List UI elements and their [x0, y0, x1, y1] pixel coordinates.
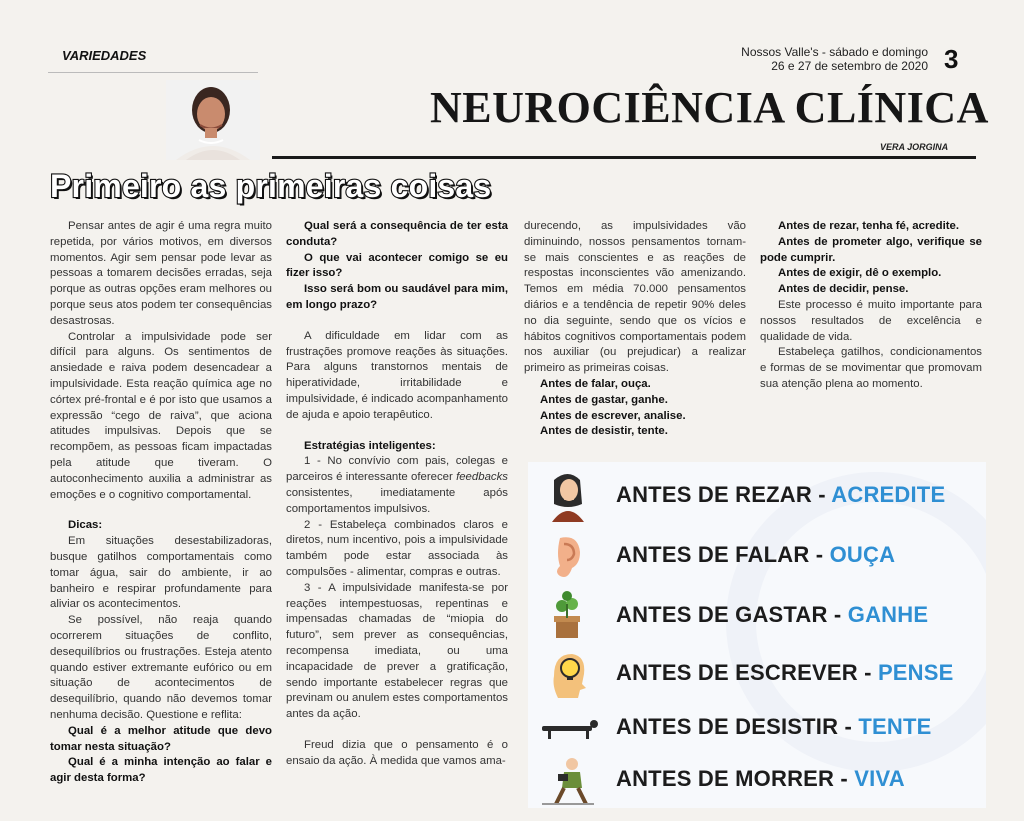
- infographic-label: [616, 542, 895, 568]
- strategy-1-text-end: consistentes, imediatamente após comportamentos impulsivos.: [286, 486, 508, 515]
- infographic-row: [528, 648, 986, 700]
- section-divider: [48, 72, 258, 73]
- article-title: Primeiro as primeiras coisas: [50, 168, 492, 204]
- maxim: Antes de rezar, tenha fé, acredite.: [778, 220, 960, 232]
- infographic-value: GANHE: [847, 602, 929, 627]
- maxim: Antes de gastar, ganhe.: [540, 393, 668, 406]
- text-column-1: [50, 219, 272, 787]
- infographic-row: [528, 702, 986, 754]
- text-column-3: [524, 219, 746, 440]
- paragraph: 2 - Estabeleça combinados claros e diretos, num incentivo, pois a impulsividade também pode estar associada às compulsões - alimentar, compras e outras.: [286, 518, 508, 578]
- thinking-head-icon: [538, 648, 598, 700]
- photographer-icon: [538, 754, 598, 806]
- infographic-row: [528, 470, 986, 522]
- question: Qual é a melhor atitude que devo tomar nesta situação?: [50, 724, 272, 753]
- infographic-row: [528, 530, 986, 582]
- text-column-2: [286, 219, 508, 770]
- paragraph: Se possível, não reaja quando ocorrerem situações de conflito, desequilíbrios ou frustrações. Esteja atento quando estiver extremante eufórico ou em situação de acontecimentos de desequilíbrio, quando não devemos tomar nenhuma decisão. Questione e reflita:: [50, 614, 272, 721]
- infographic-value: PENSE: [877, 660, 954, 685]
- author-photo: [166, 80, 260, 160]
- issue-info: [680, 45, 928, 73]
- maxim: Antes de exigir, dê o exemplo.: [778, 267, 942, 280]
- issue-line-2: 26 e 27 de setembro de 2020: [771, 59, 928, 73]
- issue-line-1: Nossos Valle's - sábado e domingo: [741, 45, 928, 59]
- question: Qual será a consequência de ter esta conduta?: [286, 220, 508, 248]
- maxim: Antes de escrever, analise.: [540, 409, 686, 422]
- paragraph: Estabeleça gatilhos, condicionamentos e formas de se movimentar que promovam sua atenção plena ao momento.: [760, 346, 982, 390]
- strategy-1-emphasis: feedbacks: [456, 471, 508, 484]
- infographic-label: [616, 602, 928, 628]
- maxim: Antes de decidir, pense.: [778, 283, 909, 296]
- infographic: [528, 462, 986, 808]
- infographic-label: [616, 660, 954, 686]
- strategy-1-text: 1 - No convívio com pais, colegas e parceiros é interessante oferecer: [286, 455, 508, 484]
- infographic-label: [616, 482, 945, 508]
- tips-heading: Dicas:: [68, 519, 103, 532]
- question: O que vai acontecer comigo se eu fizer isso?: [286, 251, 508, 280]
- infographic-row: [528, 590, 986, 642]
- infographic-label: [616, 714, 931, 740]
- infographic-label: [616, 766, 905, 792]
- paragraph: A dificuldade em lidar com as frustrações promove reações às situações. Para alguns transtornos mentais de hiperatividade, irritabilidade e impulsividade, é indicado acompanhamento de ajuda e apoio terapêutico.: [286, 329, 508, 421]
- paragraph: durecendo, as impulsividades vão diminuindo, nossos pensamentos tornam-se mais conscientes e as reações de respostas inconscientes vão amenizando. Temos em média 70.000 pensamentos diários e a tendência de repetir 90% deles no dia seguinte, sendo que os vícios e hábitos cognitivos comportamentais podem nos auxiliar (ou prejudicar) a realizar primeiro as primeiras coisas.: [524, 220, 746, 375]
- infographic-key: ANTES DE REZAR -: [616, 482, 832, 507]
- strategies-heading: Estratégias inteligentes:: [304, 439, 436, 452]
- paragraph: Controlar a impulsividade pode ser difícil para alguns. Os sentimentos de ansiedade e raiva podem desencadear a impulsividade. Esta reação química age no córtex pré-frontal e é por isto que usamos a expressão “cego de raiva”, que aciona atitudes impulsivas. Depois que se recompõem, as pessoas ficam impactadas pela atitude que tiveram. O autoconhecimento auxilia a administrar as emoções e o cognitivo comportamental.: [50, 330, 272, 501]
- infographic-key: ANTES DE MORRER -: [616, 766, 855, 791]
- infographic-value: VIVA: [854, 766, 905, 791]
- plank-exercise-icon: [538, 702, 598, 754]
- infographic-key: ANTES DE ESCREVER -: [616, 660, 878, 685]
- question: Qual é a minha intenção ao falar e agir desta forma?: [50, 756, 272, 785]
- infographic-key: ANTES DE GASTAR -: [616, 602, 848, 627]
- infographic-value: OUÇA: [829, 542, 896, 567]
- paragraph: Freud dizia que o pensamento é o ensaio da ação. À medida que vamos ama-: [286, 738, 508, 767]
- headline-rule: [272, 156, 976, 159]
- ear-icon: [538, 530, 598, 582]
- section-tag: VARIEDADES: [62, 48, 147, 63]
- praying-woman-icon: [538, 470, 598, 522]
- maxim: Antes de prometer algo, verifique se pode cumprir.: [760, 235, 982, 264]
- page-number: 3: [944, 44, 959, 74]
- author-name: VERA JORGINA: [880, 142, 949, 152]
- infographic-key: ANTES DE FALAR -: [616, 542, 830, 567]
- infographic-value: TENTE: [858, 714, 932, 739]
- question: Isso será bom ou saudável para mim, em longo prazo?: [286, 283, 508, 311]
- infographic-row: [528, 754, 986, 806]
- infographic-key: ANTES DE DESISTIR -: [616, 714, 859, 739]
- author-portrait-icon: [166, 80, 260, 160]
- money-plant-icon: [538, 590, 598, 642]
- maxim: Antes de desistir, tente.: [540, 425, 668, 438]
- text-column-4: [760, 219, 982, 393]
- paragraph: [286, 454, 508, 517]
- paragraph: 3 - A impulsividade manifesta-se por reações intempestuosas, repentinas e impensadas chamadas de “miopia do futuro”, sem prever as consequências, recompensa imediata, ou uma incapacidade de prever a gratificação, sendo importante estabelecer regras que previnam ou anulem estes comportamentos antes da ação.: [286, 581, 508, 721]
- paragraph: Pensar antes de agir é uma regra muito repetida, por vários motivos, em diversos momentos. Agir sem pensar pode levar as pessoas a tomarem decisões erradas, seja porque as outras opções eram melhores ou porque seus atos podem ter consequências desastrosas.: [50, 220, 272, 327]
- infographic-value: ACREDITE: [831, 482, 946, 507]
- maxim: Antes de falar, ouça.: [540, 377, 651, 390]
- paragraph: Este processo é muito importante para nossos resultados de excelência e qualidade de vida.: [760, 298, 982, 343]
- paragraph: Em situações desestabilizadoras, busque gatilhos comportamentais como tomar água, sair do ambiente, ir ao banheiro e respirar profundamente para aliviar os acontecimentos.: [50, 535, 272, 611]
- column-headline: NEUROCIÊNCIA CLÍNICA: [430, 83, 989, 132]
